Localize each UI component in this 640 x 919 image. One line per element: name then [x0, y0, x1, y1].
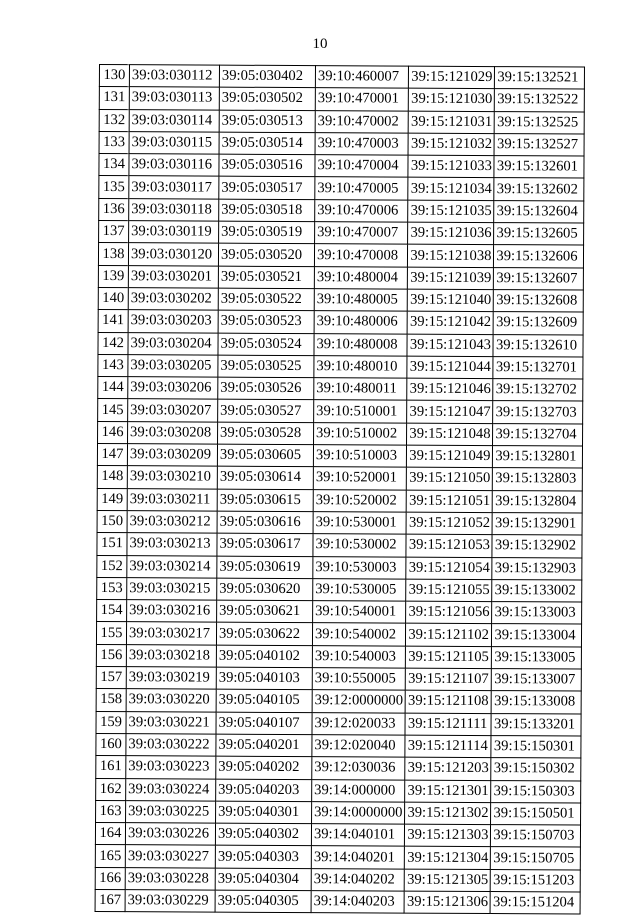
table-row [96, 622, 582, 647]
cadastral-number-cell: 39:10:470007 [315, 222, 408, 245]
cadastral-number-cell: 39:12:020033 [312, 712, 405, 735]
cadastral-number-cell: 39:05:030514 [219, 132, 315, 155]
row-number-cell: 148 [97, 466, 127, 488]
cadastral-number-cell: 39:15:150705 [491, 847, 581, 870]
cadastral-number-cell: 39:05:030617 [217, 533, 313, 556]
cadastral-number-cell: 39:05:030522 [218, 288, 314, 311]
table-row [96, 733, 582, 758]
table-row [98, 354, 584, 379]
cadastral-number-cell: 39:03:030116 [129, 154, 219, 177]
cadastral-number-cell: 39:15:132801 [493, 446, 583, 469]
cadastral-number-cell: 39:10:530003 [313, 556, 406, 579]
cadastral-number-cell: 39:03:030114 [129, 109, 219, 132]
cadastral-number-cell: 39:15:121054 [406, 557, 492, 580]
cadastral-number-cell: 39:05:030605 [217, 444, 313, 467]
row-number-cell: 146 [98, 421, 128, 443]
cadastral-number-cell: 39:03:030218 [126, 644, 216, 667]
cadastral-number-cell: 39:15:132608 [494, 290, 584, 313]
row-number-cell: 136 [99, 198, 129, 220]
row-number-cell: 164 [95, 823, 125, 845]
cadastral-number-cell: 39:15:121046 [407, 378, 493, 401]
row-number-cell: 140 [98, 287, 128, 309]
cadastral-number-cell: 39:03:030113 [129, 87, 219, 110]
cadastral-number-cell: 39:15:121034 [408, 178, 494, 201]
cadastral-number-cell: 39:15:121031 [409, 111, 495, 134]
cadastral-number-cell: 39:10:470002 [315, 110, 408, 133]
cadastral-number-cell: 39:15:121053 [406, 534, 492, 557]
table-row [99, 87, 585, 112]
cadastral-number-cell: 39:03:030222 [126, 734, 216, 757]
page-number: 10 [312, 36, 328, 52]
row-number-cell: 139 [98, 265, 128, 287]
row-number-cell: 160 [96, 733, 126, 755]
cadastral-number-cell: 39:10:470005 [315, 177, 408, 200]
cadastral-number-cell: 39:03:030204 [128, 332, 218, 355]
cadastral-number-cell: 39:14:040101 [311, 824, 404, 847]
cadastral-number-cell: 39:15:133201 [491, 713, 581, 736]
row-number-cell: 133 [99, 131, 129, 153]
cadastral-number-cell: 39:05:030520 [218, 244, 314, 267]
cadastral-number-cell: 39:03:030202 [128, 288, 218, 311]
cadastral-number-cell: 39:10:470008 [314, 244, 407, 267]
row-number-cell: 159 [96, 711, 126, 733]
cadastral-number-cell: 39:03:030115 [129, 132, 219, 155]
cadastral-number-cell: 39:10:480006 [314, 311, 407, 334]
table-row [95, 845, 581, 870]
cadastral-number-cell: 39:10:480004 [314, 266, 407, 289]
table-row [97, 577, 583, 602]
cadastral-number-cell: 39:05:040301 [216, 801, 312, 824]
table-row [99, 154, 585, 179]
table-row [96, 644, 582, 669]
cadastral-number-cell: 39:15:132609 [494, 312, 584, 335]
cadastral-number-cell: 39:05:040303 [215, 846, 311, 869]
cadastral-number-cell: 39:05:030525 [218, 355, 314, 378]
cadastral-number-cell: 39:15:133003 [492, 602, 582, 625]
cadastral-number-cell: 39:15:132701 [493, 356, 583, 379]
cadastral-number-cell: 39:03:030219 [126, 667, 216, 690]
cadastral-number-cell: 39:03:030201 [128, 265, 218, 288]
cadastral-number-cell: 39:05:030616 [217, 511, 313, 534]
cadastral-number-cell: 39:10:480011 [314, 378, 407, 401]
cadastral-number-cell: 39:05:030523 [218, 310, 314, 333]
table-row [96, 711, 582, 736]
table-row [97, 510, 583, 535]
cadastral-number-cell: 39:15:150303 [491, 780, 581, 803]
table-row [98, 310, 584, 335]
cadastral-number-cell: 39:05:030521 [218, 266, 314, 289]
cadastral-number-cell: 39:05:030518 [219, 199, 315, 222]
cadastral-number-cell: 39:15:133005 [492, 646, 582, 669]
cadastral-number-cell: 39:15:121056 [406, 601, 492, 624]
row-number-cell: 130 [99, 65, 129, 87]
cadastral-number-cell: 39:15:121040 [408, 289, 494, 312]
cadastral-number-cell: 39:05:030619 [217, 556, 313, 579]
table-row [95, 889, 581, 914]
cadastral-number-cell: 39:10:510003 [313, 445, 406, 468]
table-row [96, 778, 582, 803]
cadastral-number-cell: 39:05:040304 [215, 868, 311, 891]
cadastral-number-cell: 39:05:030620 [217, 578, 313, 601]
cadastral-number-cell: 39:03:030224 [126, 778, 216, 801]
cadastral-number-cell: 39:15:132804 [493, 490, 583, 513]
cadastral-number-cell: 39:15:121048 [407, 423, 493, 446]
cadastral-number-cell: 39:03:030210 [127, 466, 217, 489]
cadastral-number-cell: 39:15:133002 [492, 579, 582, 602]
cadastral-number-cell: 39:15:121043 [407, 334, 493, 357]
cadastral-number-cell: 39:15:132604 [494, 200, 584, 223]
cadastral-number-cell: 39:03:030205 [128, 355, 218, 378]
cadastral-number-cell: 39:03:030220 [126, 689, 216, 712]
cadastral-number-cell: 39:03:030119 [129, 221, 219, 244]
cadastral-number-cell: 39:03:030225 [126, 800, 216, 823]
cadastral-number-cell: 39:15:121304 [405, 847, 491, 870]
cadastral-number-cell: 39:15:132601 [494, 156, 584, 179]
cadastral-number-cell: 39:10:470004 [315, 155, 408, 178]
row-number-cell: 151 [97, 533, 127, 555]
table-row [97, 555, 583, 580]
table-row [98, 287, 584, 312]
cadastral-number-cell: 39:10:510002 [314, 422, 407, 445]
cadastral-number-cell: 39:15:132602 [494, 178, 584, 201]
table-row [96, 667, 582, 692]
cadastral-number-cell: 39:15:133004 [492, 624, 582, 647]
cadastral-number-cell: 39:15:121302 [405, 802, 491, 825]
cadastral-number-cell: 39:15:132702 [493, 379, 583, 402]
table-row [97, 466, 583, 491]
row-number-cell: 142 [98, 332, 128, 354]
cadastral-number-cell: 39:15:121032 [408, 133, 494, 156]
cadastral-number-cell: 39:03:030112 [129, 65, 219, 88]
cadastral-number-cell: 39:03:030217 [126, 622, 216, 645]
cadastral-number-cell: 39:05:040103 [216, 667, 312, 690]
table-row [98, 265, 584, 290]
cadastral-number-cell: 39:03:030120 [128, 243, 218, 266]
row-number-cell: 167 [95, 889, 125, 911]
cadastral-number-cell: 39:05:030402 [219, 65, 315, 88]
row-number-cell: 134 [99, 154, 129, 176]
table-row [99, 65, 585, 90]
cadastral-number-cell: 39:05:040105 [216, 689, 312, 712]
cadastral-number-cell: 39:15:132527 [494, 133, 584, 156]
table-row [99, 109, 585, 134]
cadastral-number-cell: 39:15:121035 [408, 200, 494, 223]
cadastral-number-cell: 39:05:030527 [218, 400, 314, 423]
row-number-cell: 153 [97, 577, 127, 599]
cadastral-number-cell: 39:14:040201 [311, 846, 404, 869]
cadastral-number-cell: 39:03:030208 [128, 421, 218, 444]
cadastral-number-cell: 39:15:121303 [405, 824, 491, 847]
cadastral-number-cell: 39:12:0000000 [312, 690, 405, 713]
table-row [98, 421, 584, 446]
cadastral-number-cell: 39:05:030517 [219, 177, 315, 200]
cadastral-number-cell: 39:03:030214 [127, 555, 217, 578]
cadastral-number-cell: 39:03:030216 [127, 600, 217, 623]
cadastral-number-cell: 39:15:132605 [494, 223, 584, 246]
table-row [97, 444, 583, 469]
cadastral-number-cell: 39:15:121033 [408, 155, 494, 178]
cadastral-number-cell: 39:12:030036 [312, 757, 405, 780]
cadastral-number-cell: 39:15:150302 [491, 758, 581, 781]
cadastral-number-cell: 39:05:030615 [217, 489, 313, 512]
cadastral-number-cell: 39:03:030228 [125, 867, 215, 890]
cadastral-number-cell: 39:15:121114 [405, 735, 491, 758]
cadastral-number-cell: 39:03:030118 [129, 198, 219, 221]
row-number-cell: 161 [96, 756, 126, 778]
cadastral-number-cell: 39:15:132525 [495, 111, 585, 134]
cadastral-number-cell: 39:10:530005 [313, 578, 406, 601]
cadastral-number-cell: 39:15:121038 [408, 244, 494, 267]
cadastral-number-cell: 39:15:132521 [495, 67, 585, 90]
row-number-cell: 155 [96, 622, 126, 644]
row-number-cell: 154 [97, 600, 127, 622]
cadastral-number-cell: 39:03:030223 [126, 756, 216, 779]
cadastral-number-cell: 39:15:121044 [407, 356, 493, 379]
cadastral-number-cell: 39:05:030524 [218, 333, 314, 356]
cadastral-number-cell: 39:05:030519 [219, 221, 315, 244]
row-number-cell: 152 [97, 555, 127, 577]
row-number-cell: 150 [97, 510, 127, 532]
cadastral-number-cell: 39:15:121039 [408, 267, 494, 290]
cadastral-number-cell: 39:03:030227 [125, 845, 215, 868]
table-row [97, 488, 583, 513]
cadastral-number-cell: 39:15:132607 [494, 267, 584, 290]
cadastral-number-cell: 39:05:030528 [218, 422, 314, 445]
cadastral-number-cell: 39:15:151203 [491, 869, 581, 892]
cadastral-number-cell: 39:03:030226 [125, 823, 215, 846]
cadastral-number-cell: 39:15:121055 [406, 579, 492, 602]
cadastral-number-cell: 39:05:030621 [217, 600, 313, 623]
row-number-cell: 144 [98, 377, 128, 399]
cadastral-number-cell: 39:15:121042 [407, 311, 493, 334]
row-number-cell: 138 [98, 243, 128, 265]
table-row [97, 533, 583, 558]
cadastral-number-cell: 39:15:132606 [494, 245, 584, 268]
table-row [98, 399, 584, 424]
table-row [97, 600, 583, 625]
cadastral-number-cell: 39:15:150501 [491, 802, 581, 825]
cadastral-number-cell: 39:15:132901 [492, 513, 582, 536]
cadastral-number-cell: 39:15:150703 [491, 825, 581, 848]
cadastral-number-cell: 39:15:121050 [407, 467, 493, 490]
cadastral-number-cell: 39:14:040203 [311, 891, 404, 914]
cadastral-number-cell: 39:15:121030 [409, 88, 495, 111]
cadastral-number-cell: 39:03:030117 [129, 176, 219, 199]
row-number-cell: 158 [96, 689, 126, 711]
row-number-cell: 145 [98, 399, 128, 421]
cadastral-number-cell: 39:10:530002 [313, 534, 406, 557]
row-number-cell: 165 [95, 845, 125, 867]
cadastral-number-cell: 39:05:040302 [215, 823, 311, 846]
cadastral-number-cell: 39:03:030221 [126, 711, 216, 734]
row-number-cell: 166 [95, 867, 125, 889]
cadastral-number-cell: 39:05:030502 [219, 87, 315, 110]
cadastral-number-cell: 39:05:030622 [216, 623, 312, 646]
cadastral-number-cell: 39:05:030513 [219, 110, 315, 133]
row-number-cell: 137 [99, 221, 129, 243]
table-row [98, 332, 584, 357]
row-number-cell: 156 [96, 644, 126, 666]
cadastral-number-cell: 39:15:132903 [492, 557, 582, 580]
cadastral-number-cell: 39:05:040202 [216, 756, 312, 779]
cadastral-number-cell: 39:05:040305 [215, 890, 311, 913]
cadastral-number-cell: 39:05:030526 [218, 377, 314, 400]
cadastral-number-cell: 39:03:030203 [128, 310, 218, 333]
table-row [95, 823, 581, 848]
cadastral-number-cell: 39:14:040202 [311, 868, 404, 891]
cadastral-number-cell: 39:15:121105 [406, 646, 492, 669]
table-row [96, 800, 582, 825]
cadastral-number-cell: 39:15:121305 [405, 869, 491, 892]
cadastral-number-cell: 39:05:030614 [217, 466, 313, 489]
cadastral-number-cell: 39:10:470003 [315, 133, 408, 156]
row-number-cell: 147 [97, 444, 127, 466]
cadastral-number-cell: 39:15:150301 [491, 735, 581, 758]
table-row [99, 198, 585, 223]
cadastral-number-cell: 39:10:480008 [314, 333, 407, 356]
cadastral-number-cell: 39:14:0000000 [312, 801, 405, 824]
cadastral-number-cell: 39:15:121051 [407, 490, 493, 513]
cadastral-number-cell: 39:05:040107 [216, 712, 312, 735]
row-number-cell: 135 [99, 176, 129, 198]
cadastral-number-cell: 39:10:470001 [315, 88, 408, 111]
cadastral-number-cell: 39:10:530001 [313, 512, 406, 535]
table-row [99, 221, 585, 246]
cadastral-number-cell: 39:15:132704 [493, 423, 583, 446]
row-number-cell: 143 [98, 354, 128, 376]
cadastral-number-cell: 39:10:510001 [314, 400, 407, 423]
table-row [96, 689, 582, 714]
table-body [95, 65, 585, 915]
cadastral-number-cell: 39:03:030209 [127, 444, 217, 467]
table-row [98, 243, 584, 268]
row-number-cell: 163 [96, 800, 126, 822]
cadastral-number-cell: 39:15:121102 [406, 624, 492, 647]
cadastral-number-cell: 39:15:133008 [492, 691, 582, 714]
cadastral-number-cell: 39:12:020040 [312, 735, 405, 758]
cadastral-number-cell: 39:15:132522 [495, 89, 585, 112]
cadastral-number-cell: 39:15:121052 [406, 512, 492, 535]
cadastral-number-cell: 39:15:121108 [405, 690, 491, 713]
cadastral-number-cell: 39:15:121203 [405, 757, 491, 780]
cadastral-number-cell: 39:15:121301 [405, 780, 491, 803]
cadastral-number-cell: 39:10:550005 [312, 668, 405, 691]
cadastral-number-cell: 39:03:030207 [128, 399, 218, 422]
cadastral-number-cell: 39:15:133007 [492, 669, 582, 692]
cadastral-number-cell: 39:15:132803 [493, 468, 583, 491]
cadastral-number-cell: 39:10:470006 [315, 199, 408, 222]
table-row [95, 867, 581, 892]
cadastral-number-cell: 39:03:030229 [125, 890, 215, 913]
cadastral-number-cell: 39:15:121036 [408, 222, 494, 245]
cadastral-number-cell: 39:10:480005 [314, 289, 407, 312]
cadastral-number-cell: 39:10:480010 [314, 355, 407, 378]
row-number-cell: 141 [98, 310, 128, 332]
cadastral-number-cell: 39:03:030213 [127, 533, 217, 556]
cadastral-number-cell: 39:10:520001 [313, 467, 406, 490]
cadastral-number-cell: 39:15:121029 [409, 66, 495, 89]
cadastral-number-cell: 39:10:520002 [313, 489, 406, 512]
table-row [98, 377, 584, 402]
cadastral-number-cell: 39:15:121107 [406, 668, 492, 691]
row-number-cell: 162 [96, 778, 126, 800]
cadastral-number-cell: 39:03:030212 [127, 511, 217, 534]
cadastral-table [95, 64, 586, 915]
cadastral-number-cell: 39:05:040203 [216, 779, 312, 802]
cadastral-number-cell: 39:15:121047 [407, 401, 493, 424]
cadastral-number-cell: 39:15:132902 [492, 535, 582, 558]
cadastral-number-cell: 39:03:030211 [127, 488, 217, 511]
cadastral-number-cell: 39:05:040102 [216, 645, 312, 668]
cadastral-number-cell: 39:05:030516 [219, 154, 315, 177]
cadastral-number-cell: 39:10:540001 [313, 601, 406, 624]
table-row [96, 756, 582, 781]
row-number-cell: 131 [99, 87, 129, 109]
table-row [99, 131, 585, 156]
cadastral-number-cell: 39:15:132703 [493, 401, 583, 424]
cadastral-number-cell: 39:15:121049 [407, 445, 493, 468]
cadastral-number-cell: 39:10:540002 [312, 623, 405, 646]
row-number-cell: 157 [96, 667, 126, 689]
cadastral-number-cell: 39:15:121306 [404, 891, 490, 914]
cadastral-number-cell: 39:15:121111 [405, 713, 491, 736]
cadastral-number-cell: 39:03:030215 [127, 577, 217, 600]
cadastral-number-cell: 39:15:151204 [491, 892, 581, 915]
row-number-cell: 149 [97, 488, 127, 510]
table-row [99, 176, 585, 201]
cadastral-number-cell: 39:10:460007 [315, 66, 408, 89]
cadastral-number-cell: 39:15:132610 [493, 334, 583, 357]
cadastral-number-cell: 39:03:030206 [128, 377, 218, 400]
cadastral-number-cell: 39:10:540003 [312, 645, 405, 668]
row-number-cell: 132 [99, 109, 129, 131]
cadastral-number-cell: 39:05:040201 [216, 734, 312, 757]
cadastral-number-cell: 39:14:000000 [312, 779, 405, 802]
